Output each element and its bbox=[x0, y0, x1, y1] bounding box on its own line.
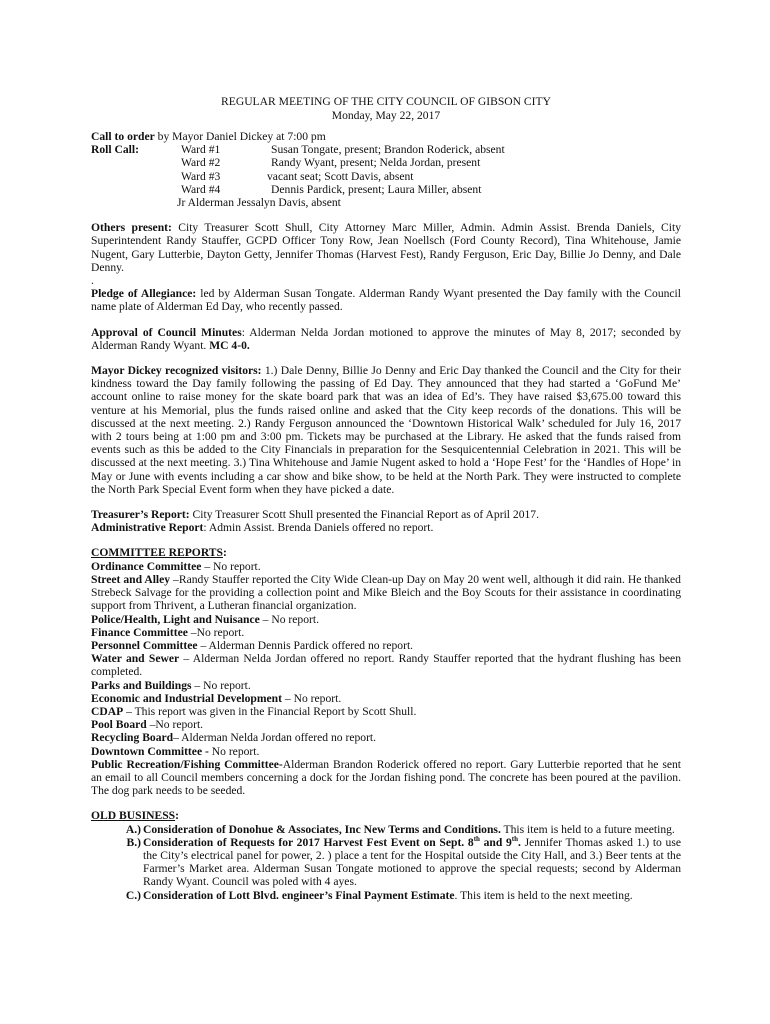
committee-name: Ordinance Committee bbox=[91, 559, 202, 573]
pledge-of-allegiance bbox=[91, 287, 681, 313]
committee-name: Water and Sewer bbox=[91, 652, 180, 666]
ward-label: Ward #3 bbox=[181, 169, 221, 183]
treasurer-report bbox=[91, 508, 681, 521]
committee-item bbox=[91, 679, 681, 692]
committee-name: Downtown Committee - bbox=[91, 744, 209, 758]
administrative-text: : Admin Assist. Brenda Daniels offered no report. bbox=[203, 521, 434, 535]
committee-report-text: – Alderman Nelda Jordan offered no report. Randy Stauffer reported that the hydrant flushing has been completed. bbox=[91, 652, 681, 679]
committee-heading-colon: : bbox=[222, 546, 227, 560]
committee-item bbox=[91, 692, 681, 705]
visitors-text: 1.) Dale Denny, Billie Jo Denny and Eric Day thanked the Council and the City for their kindness toward the Day family following the passing of Ed Day. They announced that they had started a ‘GoFund Me’ account online to raise money for the skate board park that was an idea of Ed’s. They have raised $3,675.00 toward this venture at his Memorial, plus the funds raised online and asked that the City keep records of the donations. This will be discussed at the next meeting. 2.) Randy Ferguson announced the ‘Downtown Historical Walk’ scheduled for July 16, 2017 with 2 tours being at 1:00 pm and 3:00 pm. Tickets may be purchased at the Library. He asked that the funds raised from events such as this be added to the City Financials in preparation for the Sesquicentennial Celebration in 2021. This will be discussed at the next meeting. 3.) Tina Whitehouse and Jamie Nugent asked to hold a ‘Hope Fest’ for the ‘Handles of Hope’ in May or June with events including a car show and bike show, to be held at the North Park. They were instructed to complete the North Park Special Event form when they have picked a date. bbox=[91, 364, 681, 496]
others-present-label: Others present: bbox=[91, 221, 172, 235]
committee-report-text: No report. bbox=[208, 744, 260, 758]
ward-attendance: Dennis Pardick, present; Laura Miller, absent bbox=[271, 182, 482, 196]
committee-name: Recycling Board bbox=[91, 731, 174, 745]
roll-call bbox=[91, 143, 681, 209]
committee-name: Finance Committee bbox=[91, 625, 188, 639]
ward-label: Ward #1 bbox=[181, 143, 221, 157]
others-present-text: City Treasurer Scott Shull, City Attorney Marc Miller, Admin. Admin Assist. Brenda Daniels, City Superintendent Randy Stauffer, GCPD Officer Tony Row, Jean Noellsch (Ford County Record), Tina Whitehouse, Jamie Nugent, Gary Lutterbie, Dayton Getty, Jennifer Thomas (Harvest Fest), Randy Ferguson, Eric Day, Billie Jo Denny, and Dale Denny. bbox=[91, 221, 681, 274]
ward-label: Ward #2 bbox=[181, 156, 221, 170]
committee-name: Parks and Buildings bbox=[91, 678, 192, 692]
committee-report-text: –No report. bbox=[146, 718, 204, 732]
pledge-text: led by Alderman Susan Tongate. Alderman Randy Wyant presented the Day family with the Council name plate of Alderman Ed Day, who recently passed. bbox=[91, 287, 682, 314]
ward-attendance: vacant seat; Scott Davis, absent bbox=[267, 169, 414, 183]
item-letter: B.) bbox=[126, 835, 141, 849]
ward-attendance: Randy Wyant, present; Nelda Jordan, present bbox=[271, 156, 481, 170]
old-business-item bbox=[91, 889, 681, 902]
call-to-order-label: Call to order bbox=[91, 130, 155, 143]
committee-name: CDAP bbox=[91, 704, 124, 718]
ward-attendance: Susan Tongate, present; Brandon Roderick, absent bbox=[271, 143, 505, 157]
meeting-date: Monday, May 22, 2017 bbox=[331, 109, 441, 122]
roll-call-row bbox=[91, 170, 681, 183]
committee-report-text: – This report was given in the Financial Report by Scott Shull. bbox=[123, 704, 417, 718]
committee-report-text: – Alderman Dennis Pardick offered no report. bbox=[197, 638, 414, 652]
item-letter: C.) bbox=[125, 888, 141, 902]
old-business-item bbox=[91, 836, 681, 889]
committee-report-text: – Alderman Nelda Jordan offered no report. bbox=[173, 731, 377, 745]
committee-name: Street and Alley bbox=[91, 572, 171, 586]
committee-name: Police/Health, Light and Nuisance bbox=[91, 612, 260, 626]
jr-alderman: Jr Alderman Jessalyn Davis, absent bbox=[177, 196, 341, 210]
committee-item bbox=[91, 613, 681, 626]
item-letter: A.) bbox=[125, 822, 141, 836]
committee-item bbox=[91, 652, 681, 678]
visitors-label: Mayor Dickey recognized visitors: bbox=[91, 364, 262, 378]
committee-report-text: – No report. bbox=[201, 559, 261, 573]
treasurer-label: Treasurer’s Report: bbox=[91, 508, 190, 522]
treasurer-text: City Treasurer Scott Shull presented the Financial Report as of April 2017. bbox=[189, 508, 540, 522]
old-business-heading bbox=[91, 809, 681, 822]
visitors-section bbox=[91, 364, 681, 496]
committee-heading: COMMITTEE REPORTS bbox=[91, 546, 223, 560]
approval-text: : Alderman Nelda Jordan motioned to approve the minutes of May 8, 2017; seconded by Alderman Randy Wyant. bbox=[91, 325, 681, 352]
committee-list bbox=[91, 560, 681, 798]
committee-item bbox=[91, 745, 681, 758]
administrative-report bbox=[91, 521, 681, 534]
committee-report-text: Alderman Brandon Roderick offered no report. Gary Lutterbie reported that he sent an email to all Council members concerning a dock for the Jordan fishing pond. The concrete has been poured at the pavilion. The dog park needs to be seeded. bbox=[91, 757, 681, 798]
committee-item bbox=[91, 718, 681, 731]
roll-call-row bbox=[91, 156, 681, 169]
administrative-label: Administrative Report bbox=[91, 521, 204, 535]
committee-item bbox=[91, 731, 681, 744]
item-text: . This item is held to the next meeting. bbox=[454, 888, 633, 902]
item-title: Consideration of Requests for 2017 Harvest Fest Event on Sept. 8th and 9th. bbox=[143, 834, 521, 849]
committee-report-text: –Randy Stauffer reported the City Wide Clean-up Day on May 20 went well, although it did rain. He thanked Strebeck Salvage for the providing a collection point and Mike Bleich and the Boy Scouts for their assistance in coordinating support from Thrivent, a Lutheran financial organization. bbox=[91, 572, 681, 613]
ward-label: Ward #4 bbox=[181, 182, 221, 196]
committee-item bbox=[91, 705, 681, 718]
committee-item bbox=[91, 560, 681, 573]
old-business-colon: : bbox=[175, 809, 179, 823]
old-business-title: OLD BUSINESS bbox=[91, 809, 176, 823]
committee-report-text: – No report. bbox=[282, 691, 342, 705]
roll-call-label: Roll Call: bbox=[91, 143, 139, 157]
document-title: REGULAR MEETING OF THE CITY COUNCIL OF GIBSON CITY bbox=[221, 95, 551, 108]
committee-item bbox=[91, 626, 681, 639]
item-title: Consideration of Lott Blvd. engineer’s Final Payment Estimate bbox=[143, 888, 455, 902]
committee-report-text: – No report. bbox=[259, 612, 320, 626]
approval-of-minutes bbox=[91, 326, 681, 352]
pledge-label: Pledge of Allegiance: bbox=[91, 287, 197, 301]
committee-name: Pool Board bbox=[91, 718, 147, 732]
committee-item bbox=[91, 639, 681, 652]
roll-call-row bbox=[91, 143, 681, 156]
stray-dot: . bbox=[91, 274, 94, 288]
call-to-order bbox=[91, 130, 681, 143]
approval-label: Approval of Council Minutes bbox=[91, 325, 242, 339]
committee-reports-heading bbox=[91, 546, 681, 559]
motion-carried: MC 4-0. bbox=[209, 338, 250, 352]
item-text: This item is held to a future meeting. bbox=[500, 822, 675, 836]
committee-item bbox=[91, 573, 681, 613]
committee-report-text: – No report. bbox=[191, 678, 251, 692]
committee-name: Public Recreation/Fishing Committee- bbox=[91, 757, 283, 771]
old-business-item bbox=[91, 823, 681, 836]
committee-name: Economic and Industrial Development bbox=[91, 691, 282, 705]
committee-item bbox=[91, 758, 681, 798]
item-text: Jennifer Thomas asked 1.) to use the City’s electrical panel for power, 2. ) place a tent for the Hospital outside the City Hall, and 3.) Beer tents at the Farmer’s Market area. Alderman Susan Tongate motioned to approve the special requests; second by Alderman Randy Wyant. Council was poled with 4 ayes. bbox=[143, 835, 681, 889]
call-to-order-text: by Mayor Daniel Dickey at 7:00 pm bbox=[154, 130, 326, 143]
committee-report-text: –No report. bbox=[187, 625, 245, 639]
roll-call-row bbox=[91, 183, 681, 196]
committee-name: Personnel Committee bbox=[91, 638, 198, 652]
item-title: Consideration of Donohue & Associates, Inc New Terms and Conditions. bbox=[143, 822, 501, 836]
others-present bbox=[91, 221, 681, 274]
